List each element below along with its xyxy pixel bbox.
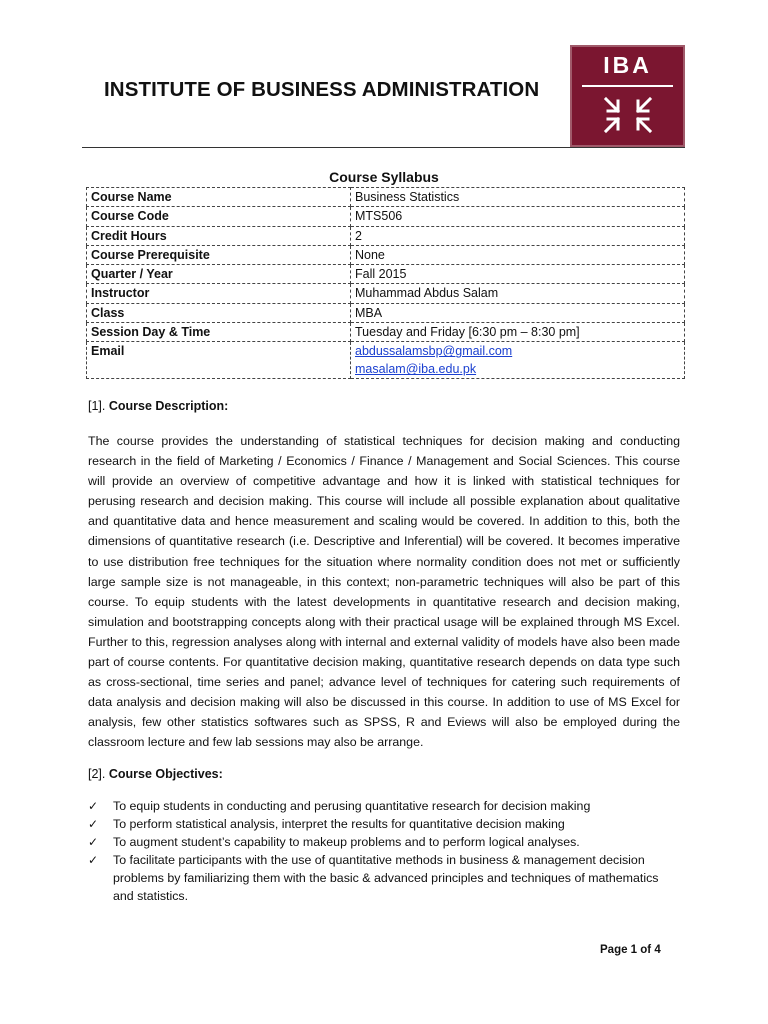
iba-logo [570, 45, 685, 147]
objectives-title: Course Objectives: [108, 767, 223, 781]
info-row [87, 323, 685, 342]
header-divider [82, 147, 685, 148]
checkmark-icon: ✓ [88, 799, 99, 813]
page-number: Page 1 of 4 [600, 944, 661, 956]
info-value: Fall 2015 [351, 265, 685, 284]
info-label: Course Code [87, 207, 351, 226]
info-row [87, 303, 685, 322]
info-value: Muhammad Abdus Salam [351, 284, 685, 303]
checkmark-icon: ✓ [88, 835, 99, 849]
info-row-email [87, 342, 685, 379]
email-link[interactable]: abdussalamsbp@gmail.com [355, 344, 513, 359]
info-row [87, 188, 685, 207]
info-label: Credit Hours [87, 226, 351, 245]
institution-title: INSTITUTE OF BUSINESS ADMINISTRATION [104, 78, 540, 101]
info-label: Course Name [87, 188, 351, 207]
objective-text: To equip students in conducting and perusing quantitative research for decision making [113, 799, 591, 813]
objective-item [88, 815, 680, 833]
info-value: MBA [351, 303, 685, 322]
info-label: Session Day & Time [87, 323, 351, 342]
course-info-table [86, 187, 685, 379]
objective-item [88, 851, 680, 905]
info-value: 2 [351, 226, 685, 245]
email-values [351, 342, 685, 379]
info-label: Quarter / Year [87, 265, 351, 284]
info-value: None [351, 245, 685, 264]
syllabus-title: Course Syllabus [329, 169, 439, 185]
info-row [87, 207, 685, 226]
checkmark-icon: ✓ [88, 853, 99, 867]
logo-text: IBA [603, 52, 652, 78]
objective-item [88, 833, 680, 851]
objectives-heading [88, 767, 223, 781]
info-label: Class [87, 303, 351, 322]
objective-text: To facilitate participants with the use of quantitative methods in business & management decision problems by familiarizing them with the basic & advanced principles and techniques of mathematics and statistics. [113, 853, 659, 903]
objective-text: To augment student’s capability to makeup problems and to perform logical analyses. [113, 835, 580, 849]
email-link[interactable]: masalam@iba.edu.pk [355, 362, 477, 377]
email-label: Email [87, 342, 351, 379]
description-text: The course provides the understanding of statistical techniques for decision making and conducting research in the field of Marketing / Economics / Finance / Management and Social Sciences. This course will provide an overview of competitive advantage and how it is linked with statistical techniques for perusing research and decision making. This course will include all possible explanation about qualitative and quantitative data and hence measurement and scaling would be covered. In addition to this, both the dimensions of quantitative research (i.e. Descriptive and Inferential) will be covered. It becomes imperative to use distribution free techniques for the situation where normality condition does not met or sufficiently large sample size is not manageable, in this context; non-parametric techniques will also be part of this course. To equip students with the latest developments in quantitative research and decision making, simulation and bootstrapping concepts along with their practical usage will be explained through MS Excel. Further to this, regression analyses along with internal and external validity of models have also been made part of course contents. For quantitative decision making, quantitative research depends on data type such as cross-sectional, time series and panel; advance level of techniques for catering such requirements of data analysis and decision making will also be discussed in this course. In addition to use of MS Excel for analysis, few other statistics softwares such as SPSS, R and Eviews will also be employed during the classroom lecture and few lab sessions may also be arrange. [88, 434, 680, 750]
description-number: [1]. [88, 399, 106, 413]
objective-item [88, 797, 680, 815]
logo-arrows-icon [598, 95, 658, 135]
checkmark-icon: ✓ [88, 817, 99, 831]
info-row [87, 265, 685, 284]
description-title: Course Description: [108, 399, 229, 413]
logo-divider [582, 85, 673, 87]
info-row [87, 245, 685, 264]
info-row [87, 284, 685, 303]
info-value: Tuesday and Friday [6:30 pm – 8:30 pm] [351, 323, 685, 342]
info-row [87, 226, 685, 245]
description-heading [88, 399, 228, 413]
objective-text: To perform statistical analysis, interpret the results for quantitative decision making [113, 817, 565, 831]
info-value: Business Statistics [351, 188, 685, 207]
objectives-number: [2]. [88, 767, 106, 781]
info-label: Course Prerequisite [87, 245, 351, 264]
objectives-list [88, 797, 680, 905]
info-value: MTS506 [351, 207, 685, 226]
info-label: Instructor [87, 284, 351, 303]
